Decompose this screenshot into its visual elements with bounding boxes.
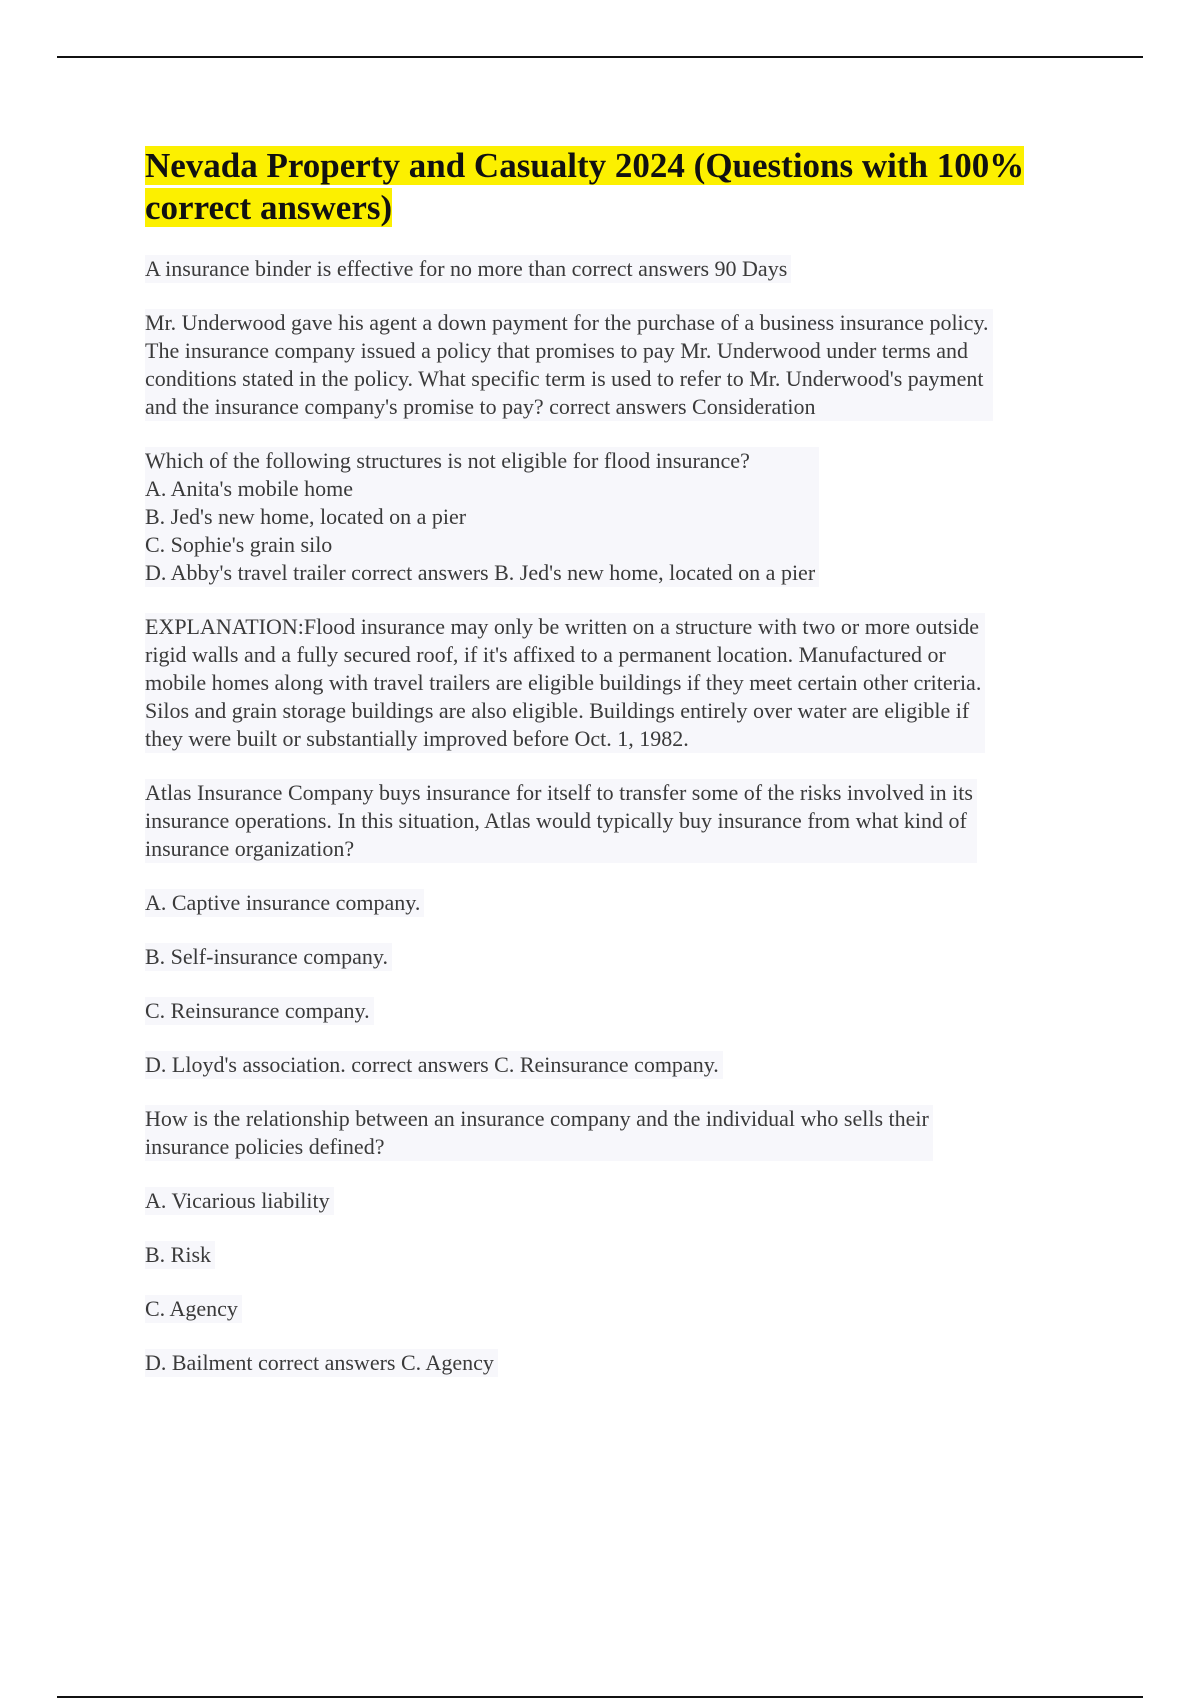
paragraph bbox=[145, 309, 993, 421]
text-line: C. Sophie's grain silo bbox=[145, 532, 333, 557]
document-body bbox=[145, 145, 1080, 1377]
paragraph bbox=[145, 447, 819, 587]
text-line: A. Vicarious liability bbox=[145, 1188, 330, 1213]
text-line: B. Risk bbox=[145, 1242, 212, 1267]
paragraph bbox=[145, 1295, 242, 1323]
text-line: Atlas Insurance Company buys insurance for itself to transfer some of the risks involved in its bbox=[145, 780, 973, 805]
text-line: C. Agency bbox=[145, 1296, 238, 1321]
text-line: Silos and grain storage buildings are also eligible. Buildings entirely over water are eligible if bbox=[145, 698, 970, 723]
text-line: A insurance binder is effective for no more than correct answers 90 Days bbox=[145, 256, 788, 281]
paragraph bbox=[145, 997, 374, 1025]
text-line: insurance policies defined? bbox=[145, 1134, 385, 1159]
text-line: EXPLANATION:Flood insurance may only be written on a structure with two or more outside bbox=[145, 614, 980, 639]
paragraph bbox=[145, 1105, 933, 1161]
paragraph bbox=[145, 889, 424, 917]
text-line: and the insurance company's promise to pay? correct answers Consideration bbox=[145, 394, 816, 419]
text-line: A. Captive insurance company. bbox=[145, 890, 421, 915]
text-line: rigid walls and a fully secured roof, if it's affixed to a permanent location. Manufactured or bbox=[145, 642, 946, 667]
text-line: Which of the following structures is not eligible for flood insurance? bbox=[145, 448, 750, 473]
text-line: B. Self-insurance company. bbox=[145, 944, 388, 969]
paragraph bbox=[145, 1187, 334, 1215]
text-line: A. Anita's mobile home bbox=[145, 476, 354, 501]
text-line: D. Bailment correct answers C. Agency bbox=[145, 1350, 494, 1375]
paragraph bbox=[145, 1349, 498, 1377]
text-line: mobile homes along with travel trailers are eligible buildings if they meet certain other criteria. bbox=[145, 670, 982, 695]
text-line: How is the relationship between an insurance company and the individual who sells their bbox=[145, 1106, 929, 1131]
paragraph bbox=[145, 613, 985, 753]
paragraph bbox=[145, 1051, 723, 1079]
text-line: D. Abby's travel trailer correct answers B. Jed's new home, located on a pier bbox=[145, 560, 816, 585]
text-line: C. Reinsurance company. bbox=[145, 998, 370, 1023]
text-line: insurance operations. In this situation, Atlas would typically buy insurance from what kind of bbox=[145, 808, 967, 833]
text-line: Mr. Underwood gave his agent a down payment for the purchase of a business insurance policy. bbox=[145, 310, 989, 335]
title-highlight: Nevada Property and Casualty 2024 (Questions with 100% correct answers) bbox=[145, 146, 1025, 227]
text-line: conditions stated in the policy. What specific term is used to refer to Mr. Underwood's payment bbox=[145, 366, 984, 391]
paragraph bbox=[145, 1241, 215, 1269]
text-line: The insurance company issued a policy that promises to pay Mr. Underwood under terms and bbox=[145, 338, 968, 363]
paragraph bbox=[145, 779, 977, 863]
text-line: insurance organization? bbox=[145, 836, 355, 861]
text-line: B. Jed's new home, located on a pier bbox=[145, 504, 467, 529]
bottom-rule bbox=[57, 1696, 1143, 1698]
document-title bbox=[145, 145, 1080, 229]
paragraph bbox=[145, 255, 791, 283]
document-blocks bbox=[145, 255, 1080, 1377]
text-line: D. Lloyd's association. correct answers C. Reinsurance company. bbox=[145, 1052, 719, 1077]
top-rule bbox=[57, 56, 1143, 58]
paragraph bbox=[145, 943, 392, 971]
text-line: they were built or substantially improved before Oct. 1, 1982. bbox=[145, 726, 689, 751]
